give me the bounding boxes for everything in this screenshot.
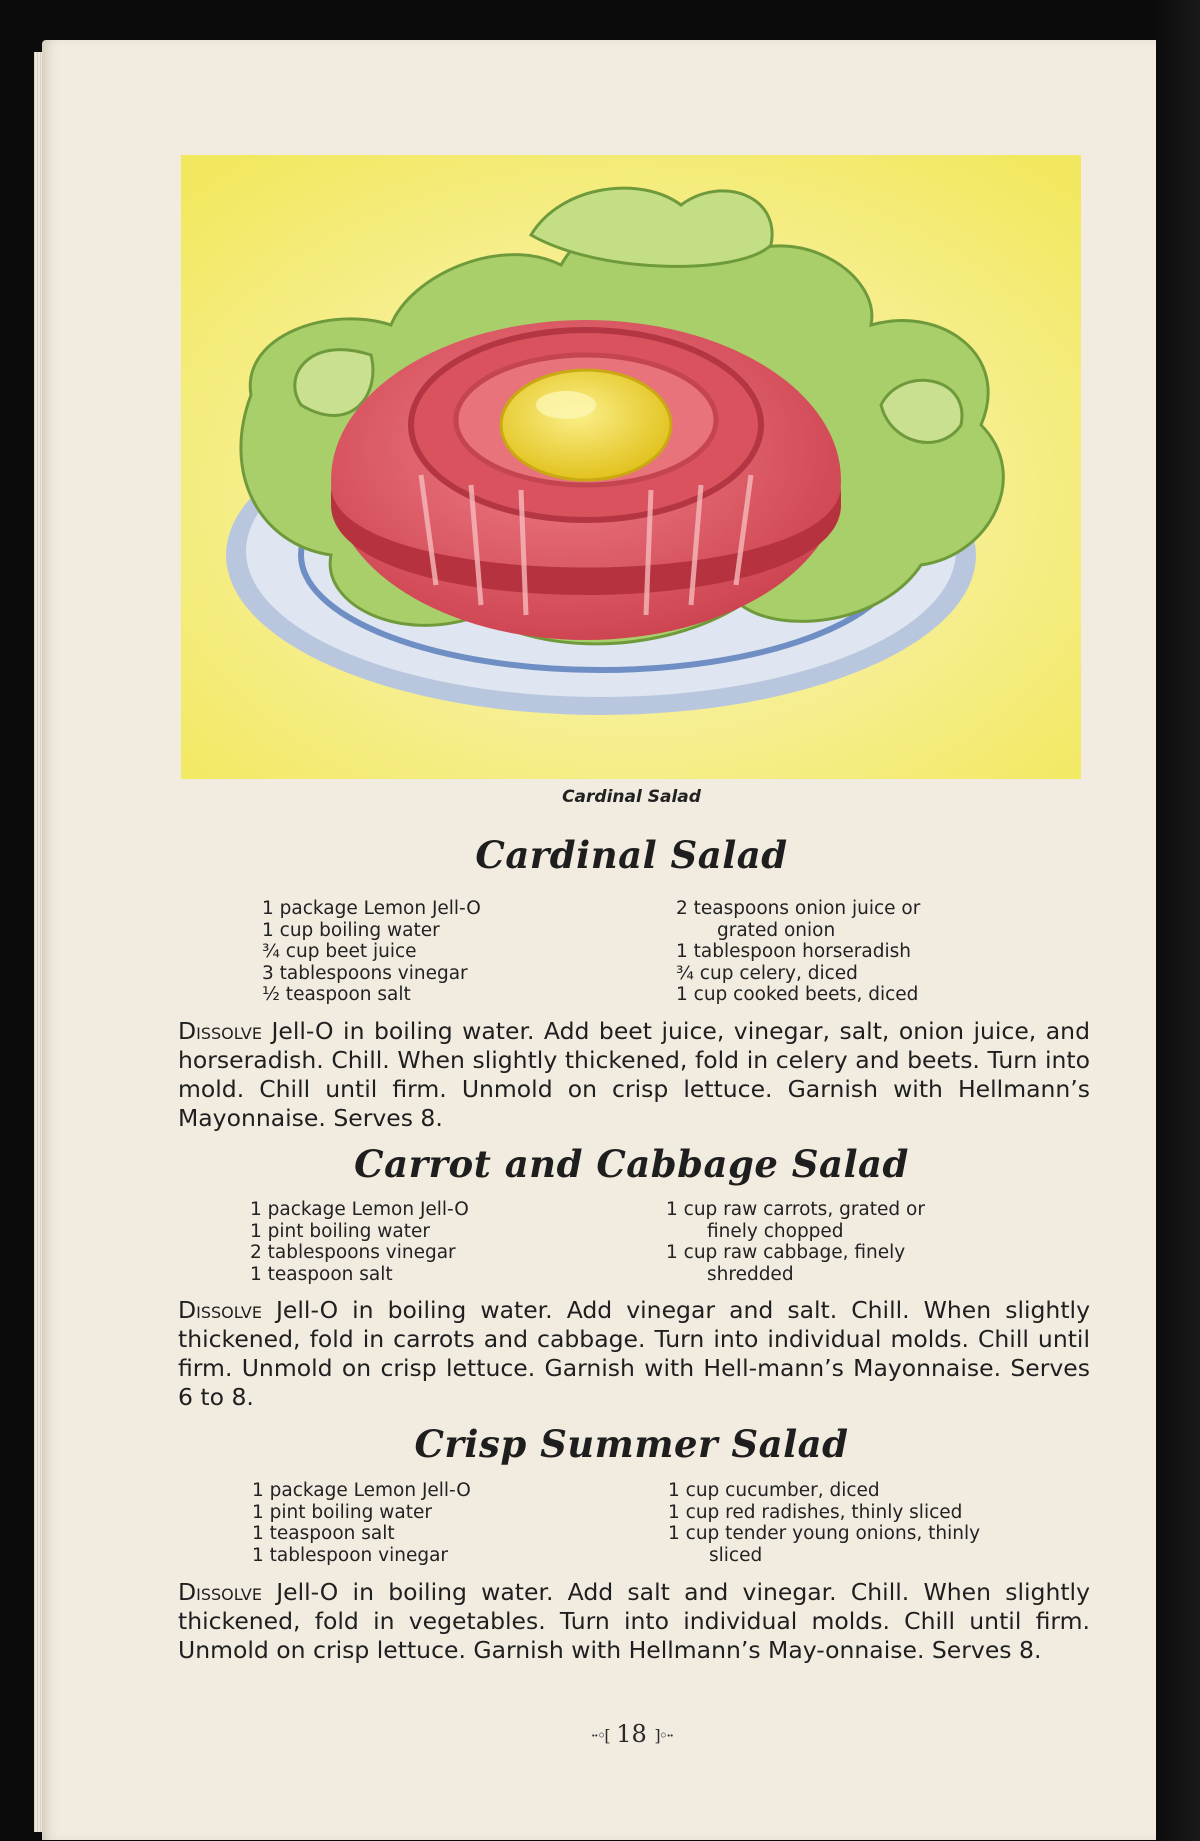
ingredient: 1 cup boiling water <box>262 919 440 941</box>
direction-lead: Dissolve <box>178 1296 262 1324</box>
direction-lead: Dissolve <box>178 1578 262 1606</box>
ingredient: grated onion <box>717 919 836 941</box>
direction-lead: Dissolve <box>178 1017 262 1045</box>
ingredient: 3 tablespoons vinegar <box>262 962 468 984</box>
ingredient: 1 teaspoon salt <box>250 1263 393 1285</box>
ingredients-left-cardinal <box>262 898 481 1006</box>
ingredient: ¾ cup beet juice <box>262 941 417 962</box>
ingredient: 1 cup cooked beets, diced <box>676 984 919 1005</box>
ingredient: shredded <box>707 1263 794 1285</box>
ingredient: 1 tablespoon vinegar <box>252 1544 449 1566</box>
directions-cardinal <box>178 1017 1090 1133</box>
direction-text: Jell-O in boiling water. Add vinegar and salt. Chill. When slightly thickened, fold in carrots and cabbage. Turn into individual molds. Chill until firm. Unmold on crisp lettuce. Garnish with Hell-mann’s Mayonnaise. Serves 6 to 8. <box>178 1296 1090 1411</box>
illustration-caption: Cardinal Salad <box>562 787 701 807</box>
ingredients-left-summer <box>252 1480 471 1566</box>
direction-text: Jell-O in boiling water. Add beet juice, vinegar, salt, onion juice, and horseradish. Chill. When slightly thickened, fold in celery and beets. Turn into mold. Chill until firm. Unmold on crisp lettuce. Garnish with Hellmann’s Mayonnaise. Serves 8. <box>178 1017 1090 1132</box>
direction-text: Jell-O in boiling water. Add salt and vinegar. Chill. When slightly thickened, fold in vegetables. Turn into individual molds. Chill until firm. Unmold on crisp lettuce. Garnish with Hellmann’s May-onnaise. Serves 8. <box>178 1578 1090 1664</box>
ingredient: 1 pint boiling water <box>252 1501 432 1523</box>
mayonnaise-dollop <box>501 370 671 480</box>
directions-carrot <box>178 1296 1090 1412</box>
ingredient: 1 cup cucumber, diced <box>668 1480 880 1501</box>
ingredient: 1 cup raw carrots, grated or <box>666 1199 925 1220</box>
ingredient: ½ teaspoon salt <box>262 984 411 1005</box>
page-number <box>0 1720 1200 1748</box>
cardinal-salad-illustration <box>181 155 1081 779</box>
ingredient: 2 tablespoons vinegar <box>250 1242 456 1263</box>
ingredient: finely chopped <box>707 1220 844 1242</box>
ingredient: 2 teaspoons onion juice or <box>676 898 921 919</box>
ingredient: 1 teaspoon salt <box>252 1523 395 1544</box>
salad-drawing <box>181 155 1081 779</box>
recipe-title-carrot-cabbage: Carrot and Cabbage Salad <box>354 1142 909 1186</box>
ingredients-right-cardinal <box>676 898 920 1006</box>
ornament-right-icon: ]◦·· <box>654 1726 673 1745</box>
page-number-value: 18 <box>616 1720 647 1748</box>
ingredient: 1 package Lemon Jell-O <box>262 898 481 919</box>
ingredient: 1 pint boiling water <box>250 1220 430 1242</box>
ingredient: 1 cup red radishes, thinly sliced <box>668 1501 963 1523</box>
ingredient: ¾ cup celery, diced <box>676 962 858 984</box>
ingredients-right-carrot <box>666 1199 925 1285</box>
recipe-title-crisp-summer: Crisp Summer Salad <box>414 1422 849 1466</box>
ingredient: 1 cup tender young onions, thinly <box>668 1523 981 1544</box>
book-binding <box>1156 0 1200 1841</box>
ingredient: 1 tablespoon horseradish <box>676 941 911 962</box>
ingredient: sliced <box>709 1544 763 1566</box>
ingredient: 1 package Lemon Jell-O <box>252 1480 471 1501</box>
ingredient: 1 cup raw cabbage, finely <box>666 1242 906 1263</box>
ornament-left-icon: ··◦[ <box>590 1726 609 1745</box>
recipe-title-cardinal-salad: Cardinal Salad <box>475 833 788 877</box>
ingredients-left-carrot <box>250 1199 469 1285</box>
ingredients-right-summer <box>668 1480 980 1566</box>
ingredient: 1 package Lemon Jell-O <box>250 1199 469 1220</box>
directions-summer <box>178 1578 1090 1665</box>
